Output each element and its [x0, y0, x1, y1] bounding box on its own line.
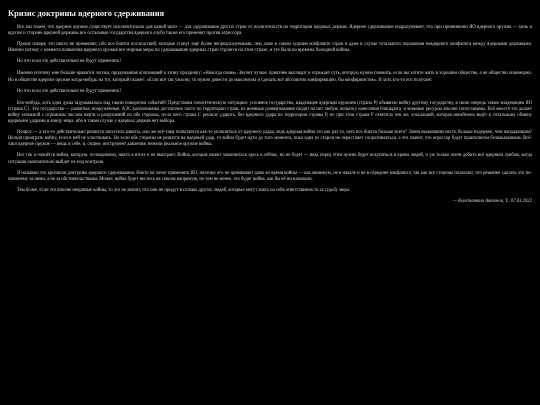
- paragraph-2: Проще говоря, это никто не применяет, ибо все боятся последствий, которые станут ещё более непредсказуемыми, чем даже в самом худшем конфликте стран и даже в случае тотального поражения неядерного конфликта между ядерными державами. Именно потому с момента появления ядерного оружия все мирные меры по сдерживанию ядерных стран строятся на этом страхе, и это было во времена Холодной войны.: [8, 42, 532, 54]
- paragraph-5: Вопрос — а кто-то действительно решится запустить ракеты, или же всё-таки попытается как-то уклониться от ядерного удара, ведь ядерная война это как раз то, чего все боятся больше всего? Зачем выжившим нести больше издержек, чем нападающим? Нельзя проиграть войну, если в ней не участвовать. Но если обе стороны не решатся на ядерный удар, то война будет идти до того момента, пока одна из сторон не перестанет сопротивляться, а это значит, что агрессор будет практически безнаказанным. Всё-таки ядерное оружие — вещь в себе, и, скорее, инструмент давления, нежели реальное оружие войны.: [8, 130, 532, 148]
- paragraph-question-2: Но что если это действительно не будут применять?: [17, 88, 122, 94]
- author-signature: — Константин Антонов, Т., 07.03.2022: [452, 198, 532, 204]
- paragraph-question-1: Но что если это действительно не будут применять?: [17, 59, 122, 65]
- paragraph-7: Я называю это кризисом доктрины ядерного сдерживания. Никто не хочет применять ЯО, поэтому его не применяют даже во время войны — как минимум, не в начале и не в середине конфликта, так как все стороны полагают, что решение сделать это по-прежнему за ними, а не за обстоятельствами. Может, война будет вестись не совсем напрямую, но тем не менее, это будет война, как бы её ни называли.: [8, 170, 532, 182]
- article-title: Кризис доктрины ядерного сдерживания: [8, 9, 165, 18]
- paragraph-4: Кто-нибудь, хоть одна душа задумывалась над таким поворотом событий? Представим гипотетическую ситуацию: условное государство, владеющее ядерным оружием (страна Р) объявило войну другому государству, в свою очередь также владеющим ЯО (страна С). Эти государства — развитые, вооружённые, АЭС расположены достаточно часто по территории стран, их военные развертывания сводят на нет любую попытку нанесения блицкрига, и военные ресурсы вполне сопоставимы. Всё вместе это делает войну затяжной с огромным числом жертв и разрушений по обе стороны, из-за чего страна С решила ударить, без ядерного удара по территории страны Р, но при этом страна Р ответила тем же, эскалацией, которая неизбежно ведёт к тотальному обмену ядерными ударами и концу мира, ибо в таком случае у ядерных держав нет выбора.: [8, 100, 532, 125]
- paragraph-6: Вот так и начнётся война, которую, по-видимому, никто в итоге и не выиграет. Война, которая может закончиться здесь и сейчас, но не будет — ведь перед этим нужно будет искупиться в крови людей, и уж только затем добить всё ядерным грибом, когда ситуация окончательно выйдет из-под контроля.: [8, 153, 532, 165]
- article-body: [8, 25, 532, 194]
- paragraph-8: Тем более, если это вполне непрямые войны, то это не значит, что они не придут в головы других людей, которые могут взять на себя ответственность за судьбу мира.: [17, 187, 351, 193]
- paragraph-3: Именно поэтому мне больше нравится логика, придуманная оппозицией к этому празднику: «Никогда снова». Звучит лучше, приятнее выглядит и отражает суть, которую нужно помнить, если вы хотите жить в хорошем обществе, а не общество лицемерии. Но в обществе ядерное оружие когда-нибудь на тот, который скажет: «Если всё так ужасно, то нужно довести до максимума и сделать всё абсолютно конфирмацию, бы конфирмистов». И хоть кто-то его получает.: [8, 71, 532, 83]
- paragraph-1: Все мы знаем, что ядерное оружие существует исключительно для одной цели — для сдерживания других стран от посягательств на территории ядерных держав. Ядерное сдерживание подразумевает, что при применении ЯО ядерного оружия — цель и кругом и стороне ядерной державы все остальные государства ядерного клуба также его применят против агрессора.: [8, 25, 532, 37]
